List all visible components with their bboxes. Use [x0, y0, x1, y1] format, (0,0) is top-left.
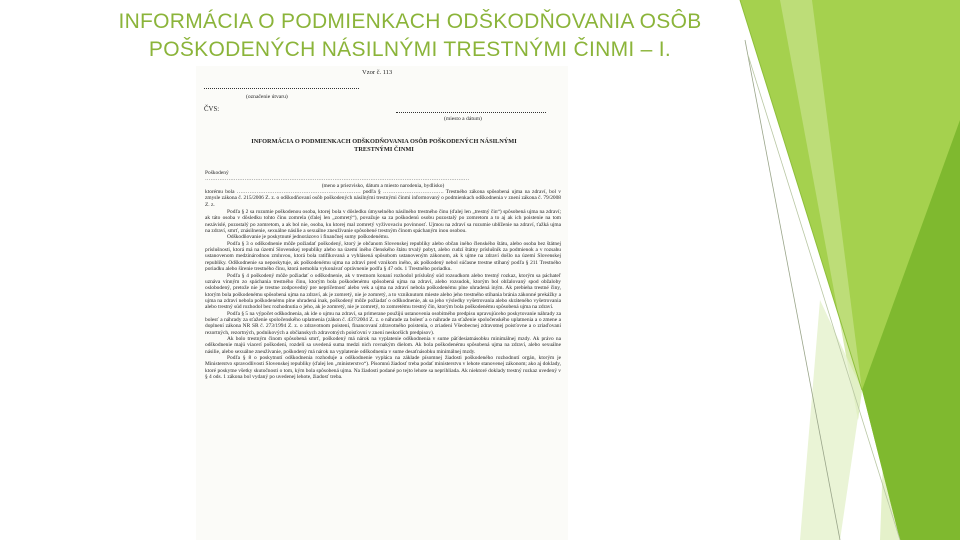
unit-dotted-line	[204, 88, 359, 89]
doc-paragraph: Podľa § 2 sa rozumie poškodenou osoba, ktorej bola v dôsledku úmyselného násilného trestného činu (ďalej len „trestný čin“) spôsobená ujma na zdraví; ak táto osoba v dôsledku tohto činu zomrela (ďalej len „zomretý“), považuje sa za poškodenú osobu pozostalý po zomretom a to aj ak ich poistenie na tom nezávislé, pozostalý po zomretom, a ak bol nie, osoba, ku ktorej mal zomretý vyživovaciu povinnosť. Ujmou na zdraví sa rozumie ublíženie na zdraví, ťažká ujma na zdraví, smrť, znásilnenie, sexuálne násilie a sexuálne zneužívanie spôsobené trestným činom spáchaným inou osobou.	[205, 209, 561, 235]
doc-paragraph: Podľa § 3 o odškodnenie môže požiadať poškodený, ktorý je občanom Slovenskej republiky alebo občan iného členského štátu, alebo osoba bez štátnej príslušnosti, ktorá má na území Slovenskej republiky alebo na území iného členského štátu trvalý pobyt, alebo cudzí štátny príslušník za podmienok a v rozsahu ustanovenom medzinárodnou zmluvou, ktorá bola ratifikovaná a vyhlásená spôsobom ustanoveným zákonom, ak k ujme na zdraví došlo na území Slovenskej republiky. Odškodnenie sa neposkytuje, ak poškodenému ujma na zdraví pred vznikom iného, ak poškodený nebol súčasne trestne stíhaný podľa § 211 Trestného poriadku alebo šírenie trestného činu, ktorá nemohla vykonávať oprávnenie podľa § 47 ods. 1 Trestného poriadku.	[205, 240, 561, 273]
deco-left-highlight	[780, 0, 862, 420]
doc-paragraph: Odškodňovanie je poskytnuté jednorázovo i finančnej sumy poškodenému.	[227, 234, 389, 241]
deco-line-3	[748, 55, 900, 540]
unit-label: (označenie útvaru)	[246, 94, 288, 100]
doc-paragraph: Podľa § 8 o poskytnutí odškodnenia rozhoduje a odškodnenie vypláca na základe písomnej žiadosti poškodeného rozhodnutí orgán, ktorým je Ministerstvo spravodlivosti Slovenskej republiky (ďalej len „ministerstvo“). Písomnú žiadosť treba podať ministerstvu v lehote stanovenej zákonom; ako aj doklady, ktoré poskytne všetky skutočnosti o tom, kým bola spôsobená ujma. Na žiadosti podané po tejto lehote sa neprihliada. Ak niektoré doklady trestný rozkaz uvedený v § 4 ods. 1 zákona bol vydaný po uvedenej lehote, žiadosť treba.	[205, 354, 561, 380]
slide-title	[100, 8, 720, 64]
doc-paragraph: Ak bolo trestným činom spôsobená smrť, poškodený má nárok na vyplatenie odškodnenia v sume päťdesiatnásobku minimálnej mzdy. Ak právo na odškodnenie majú viacerí poškodení, rozdelí sa uvedená suma medzi nich rovnakým dielom. Ak bola poškodenému spôsobená ujma na zdraví, alebo sexuálne násilie, alebo sexuálne zneužívanie, poškodený má nárok na vyplatenie odškodnenia v sume desaťnásobku minimálnej mzdy.	[205, 335, 561, 355]
doc-paragraph: …………………………………………………………………………………………………………………………………	[205, 176, 470, 183]
form-number: Vzor č. 113	[362, 69, 393, 76]
deco-main-shape	[740, 0, 960, 540]
doc-paragraph: Podľa § 4 poškodený môže požiadať o odškodnenie, ak v trestnom konaní rozhodol príslušný súd rozsudkom alebo trestný rozkaz, ktorým sa páchateľ uznáva vinným zo spáchania trestného činu, ktorým bola poškodenému spôsobená ujma na zdraví, alebo rozsudok, ktorým bol obžalovaný spod obžaloby oslobodený, pretože nie je trestne zodpovedný pre nepríčetnosť alebo vek a ujma na zdraví nebola poškodenému plne uhradená iným. Ak prebieha trestné činy, ktorým bola poškodenému spôsobená ujma na zdraví, ak je zomretý, nie je zomretý, a to vzniknutom mieste alebo jeho trestného stíhania bránia zákonné prekážky a ujma na zdraví nebola poškodenému plne uhradená inak, poškodený môže požiadať o odškodnenie, ak sa jeho výsledky vyšetrovania alebo skráteného vyšetrovania alebo trestný súd rozhodol bez rozhodnutia o jeho, ak je zomretý, nie je zomretý, to zomretému trestný čin, ktorým bola poškodenému spôsobená ujma na zdraví.	[205, 272, 561, 311]
deco-light-band	[880, 0, 960, 540]
deco-right-panel	[905, 0, 960, 540]
deco-lower-shape	[862, 120, 960, 540]
doc-paragraph: (meno a priezvisko, dátum a miesto narodenia, bydlisko)	[321, 182, 445, 189]
scanned-document	[196, 66, 568, 540]
deco-pale-shape	[800, 300, 862, 540]
deco-line-1	[740, 0, 862, 390]
place-date-dotted-line	[396, 112, 546, 113]
doc-paragraph: ktorému bola …………………………………………………………… podľa § ……………………………. Trestného zákona spôsobená ujma na zdraví, bol v zmysle zákona č. 215/2006 Z. z. o odškodňovaní osôb poškodených násilnými trestnými činmi informovaný o podmienkach odškodnenia v znení zákona č. 79/2008 Z. z.	[205, 189, 561, 208]
slide-title-line-2: POŠKODENÝCH NÁSILNÝMI TRESTNÝMI ČINMI – I.	[148, 38, 672, 61]
cvs-label: ČVS:	[204, 106, 220, 113]
deco-line-2	[745, 40, 840, 540]
slide-title-line-1: INFORMÁCIA O PODMIENKACH ODŠKODŇOVANIA OSÔB	[118, 10, 702, 33]
document-body	[205, 170, 561, 380]
doc-paragraph: Poškodený	[205, 170, 229, 176]
doc-paragraph: Podľa § 5 na výpočet odškodnenia, ak ide o ujmu na zdraví, sa primerane použijú ustanovenia osobitného predpisu upravujúceho poskytovanie náhrady za bolesť a náhrady za sťaženie spoločenského uplatnenia (zákon č. 437/2004 Z. z. o náhrade za bolesť a o náhrade za sťaženie spoločenského uplatnenia a o zmene a doplnení zákona NR SR č. 273/1994 Z. z. o zdravotnom poistení, financovaní zdravotného poistenia, o zriadení Všeobecnej zdravotnej poisťovne a o zriaďovaní rezortných, rezortných, podnikových a občianskych zdravotných poisťovní v znení neskorších predpisov).	[205, 310, 561, 336]
place-date-label: (miesto a dátum)	[444, 116, 482, 122]
document-heading: INFORMÁCIA O PODMIENKACH ODŠKODŇOVANIA OSÔB POŠKODENÝCH NÁSILNÝMI TRESTNÝMI ČINMI	[251, 138, 517, 153]
